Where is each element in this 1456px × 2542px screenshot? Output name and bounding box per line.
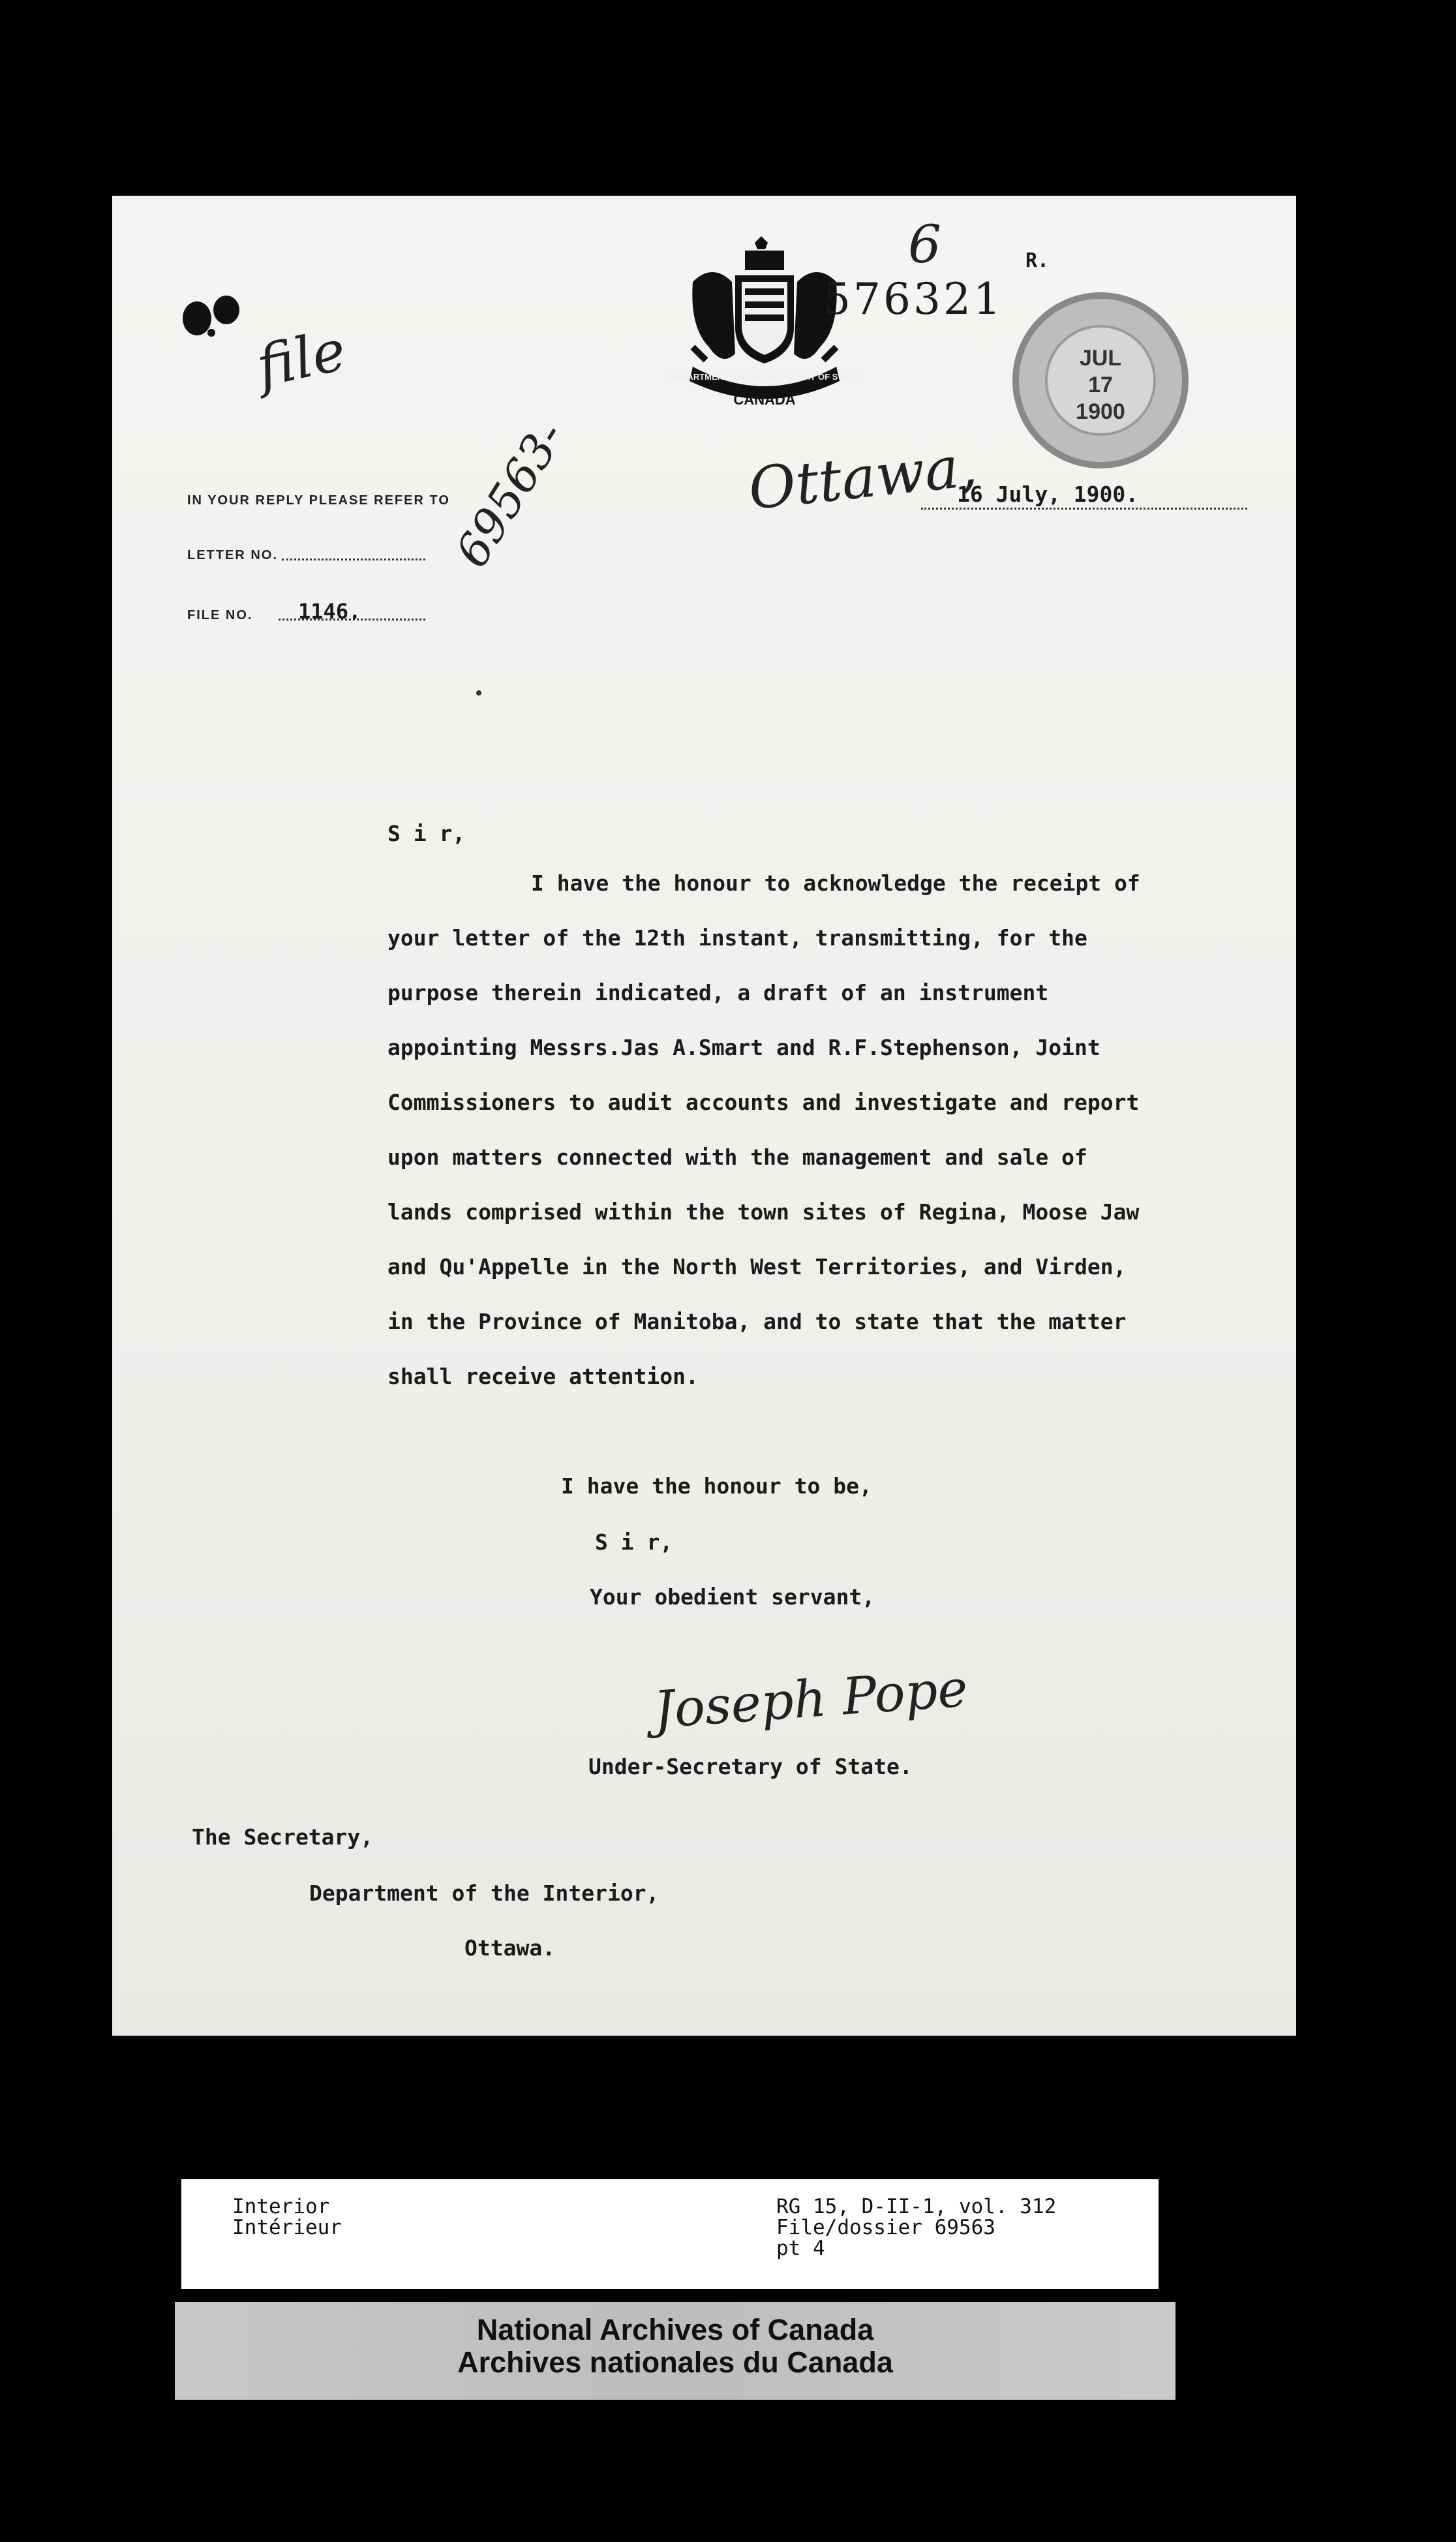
- body-line-2: your letter of the 12th instant, transmitting, for the: [387, 925, 1087, 951]
- addressee-line-2: Department of the Interior,: [309, 1880, 660, 1906]
- file-no-label: FILE NO.: [187, 608, 253, 622]
- stamp-inner: [1045, 325, 1156, 436]
- closing-1: I have the honour to be,: [561, 1473, 872, 1499]
- body-line-7: lands comprised within the town sites of Regina, Moose Jaw: [387, 1199, 1140, 1225]
- date-line: [921, 508, 1247, 510]
- speck: [476, 690, 481, 696]
- label-file: File/dossier 69563: [776, 2216, 995, 2239]
- letter-no-line: [282, 559, 425, 560]
- reference-heading: IN YOUR REPLY PLEASE REFER TO: [187, 493, 450, 508]
- body-line-10: shall receive attention.: [387, 1364, 699, 1389]
- ink-blot-icon: [177, 287, 249, 346]
- stamp-day: 17: [1088, 373, 1113, 397]
- signer-title: Under-Secretary of State.: [588, 1754, 913, 1779]
- coat-of-arms-icon: [614, 236, 915, 412]
- handwritten-file-note: file: [251, 317, 352, 401]
- file-no-line: [279, 619, 425, 620]
- letter-page: [112, 196, 1296, 2036]
- addressee-line-1: The Secretary,: [192, 1824, 374, 1850]
- body-line-4: appointing Messrs.Jas A.Smart and R.F.Stephenson, Joint: [387, 1035, 1100, 1060]
- label-part: pt 4: [776, 2237, 825, 2260]
- date: 16 July, 1900.: [957, 482, 1139, 507]
- archive-reference-label: [181, 2179, 1159, 2289]
- signature: Joseph Pope: [652, 1659, 970, 1740]
- file-no-value: 1146.: [298, 599, 361, 624]
- crest-caption: DEPARTMENT OF THE SECRETARY OF STATE: [670, 372, 859, 382]
- banner-line-2: Archives nationales du Canada: [457, 2346, 893, 2379]
- document-number: 576321: [823, 274, 1003, 324]
- closing-2: S i r,: [595, 1529, 673, 1555]
- body-line-8: and Qu'Appelle in the North West Territories, and Virden,: [387, 1254, 1127, 1279]
- stamp-month: JUL: [1079, 346, 1122, 371]
- received-stamp: [1012, 292, 1189, 468]
- body-line-9: in the Province of Manitoba, and to state that the matter: [387, 1309, 1127, 1334]
- label-rg: RG 15, D-II-1, vol. 312: [776, 2195, 1057, 2218]
- body-line-3: purpose therein indicated, a draft of an instrument: [387, 980, 1049, 1005]
- body-line-5: Commissioners to audit accounts and investigate and report: [387, 1090, 1140, 1115]
- mark-r: R.: [1025, 249, 1050, 272]
- body-line-1: I have the honour to acknowledge the receipt of: [531, 870, 1140, 896]
- letter-no-label: LETTER NO.: [187, 548, 278, 562]
- place: Ottawa,: [745, 431, 980, 523]
- label-dept-fr: Intérieur: [232, 2216, 342, 2239]
- handwritten-file-number: 69563-: [445, 412, 576, 577]
- crest-country: CANADA: [733, 391, 796, 408]
- handwritten-mark: 6: [908, 214, 941, 275]
- closing-3: Your obedient servant,: [590, 1584, 875, 1610]
- label-dept-en: Interior: [232, 2195, 330, 2218]
- archive-banner: [175, 2302, 1175, 2400]
- banner-line-1: National Archives of Canada: [476, 2313, 874, 2346]
- addressee-line-3: Ottawa.: [464, 1935, 556, 1961]
- salutation: S i r,: [387, 821, 466, 846]
- body-line-6: upon matters connected with the management and sale of: [387, 1144, 1087, 1170]
- stamp-year: 1900: [1076, 399, 1125, 424]
